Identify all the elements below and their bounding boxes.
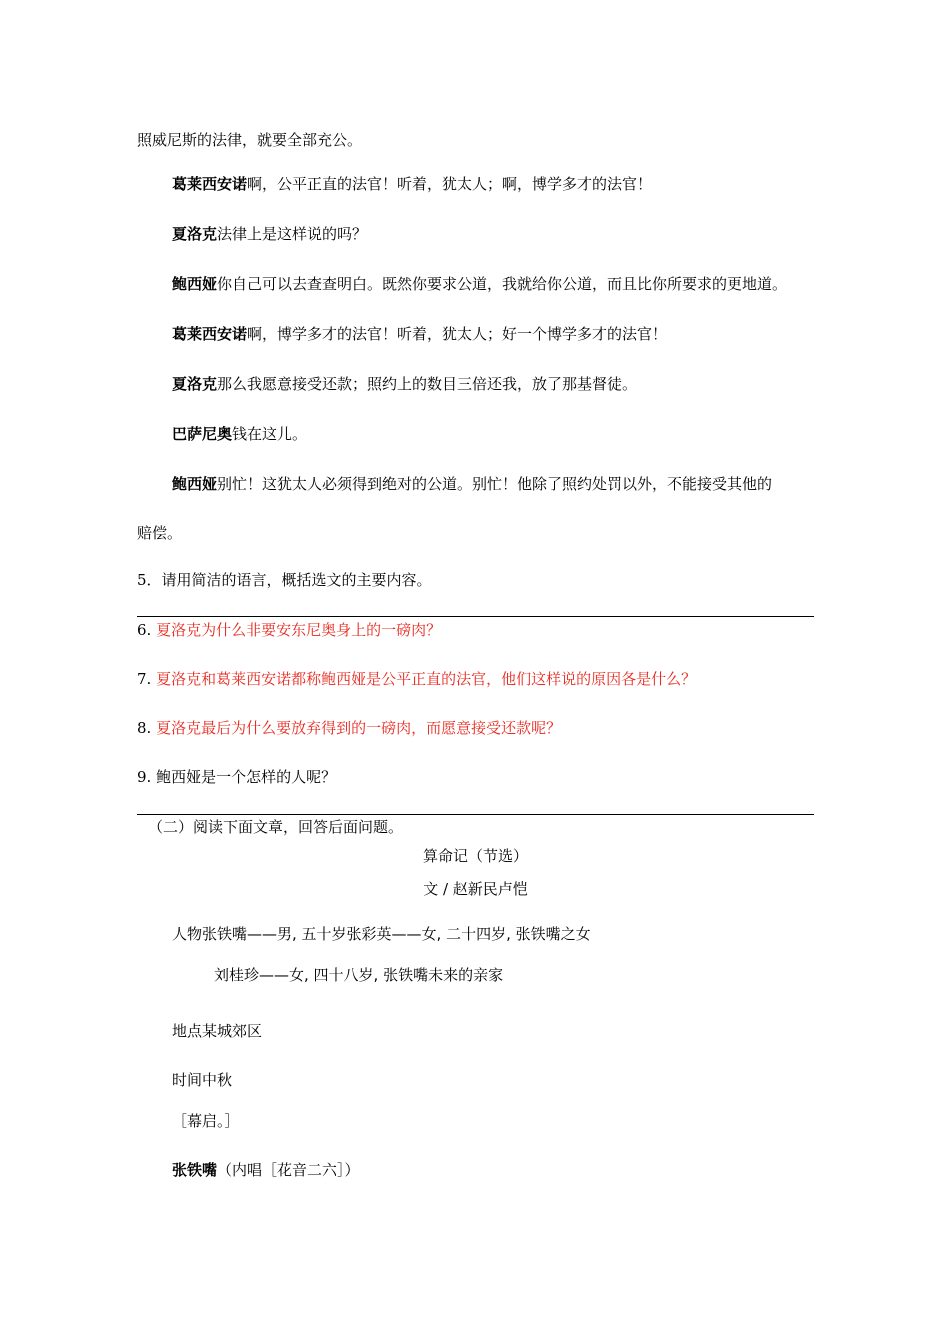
passage-line-3 [172, 224, 367, 244]
passage-line-1 [137, 130, 362, 150]
stage-direction: ［幕启。］ [172, 1112, 240, 1130]
article-title: 算命记（节选） [422, 847, 528, 865]
line-text: 你自己可以去查查明白。既然你要求公道，我就给你公道，而且比你所要求的更地道。 [217, 275, 788, 293]
passage-line-8 [172, 474, 772, 494]
passage-line-2 [172, 174, 652, 194]
answer-line [137, 814, 814, 815]
line-text: 法律上是这样说的吗？ [217, 225, 368, 243]
dialogue-line [172, 1160, 360, 1180]
line-text: 那么我愿意接受还款；照约上的数目三倍还我，放了那基督徒。 [217, 375, 638, 393]
question-8 [137, 718, 561, 738]
passage-line-6 [172, 374, 637, 394]
line-text: （内唱［花音二六］） [217, 1161, 360, 1179]
question-6 [137, 620, 441, 640]
cast-line-1: 人物张铁嘴——男, 五十岁张彩英——女, 二十四岁, 张铁嘴之女 [172, 925, 591, 943]
passage-line-4 [172, 274, 787, 294]
question-number: 7. [137, 670, 157, 688]
question-9 [137, 767, 336, 787]
speaker-name: 鲍西娅 [172, 275, 218, 293]
question-highlight: 夏洛克为什么非要安东尼奥身上的一磅肉？ [156, 621, 442, 639]
passage-line-7 [172, 424, 307, 444]
question-highlight: 夏洛克和葛莱西安诺都称鲍西娅是公平正直的法官，他们这样说的原因各是什么？ [156, 670, 697, 688]
article-author: 文 / 赵新民卢恺 [423, 880, 528, 898]
passage-line-9 [137, 523, 182, 543]
cast-line-2: 刘桂珍——女, 四十八岁, 张铁嘴未来的亲家 [214, 966, 504, 984]
speaker-name: 夏洛克 [172, 375, 218, 393]
speaker-name: 葛莱西安诺 [172, 175, 248, 193]
line-text: 啊，博学多才的法官！听着，犹太人；好一个博学多才的法官！ [247, 325, 668, 343]
speaker-name: 夏洛克 [172, 225, 218, 243]
line-text: 照威尼斯的法律，就要全部充公。 [137, 131, 363, 149]
answer-line [137, 616, 814, 617]
line-text: 钱在这儿。 [232, 425, 308, 443]
question-text: 5．请用简洁的语言，概括选文的主要内容。 [137, 571, 432, 589]
speaker-name: 巴萨尼奥 [172, 425, 233, 443]
question-text: 9. 鲍西娅是一个怎样的人呢？ [137, 768, 337, 786]
line-text: 啊，公平正直的法官！听着，犹太人；啊，博学多才的法官！ [247, 175, 653, 193]
section-instruction: （二）阅读下面文章，回答后面问题。 [148, 818, 404, 836]
passage-line-5 [172, 324, 667, 344]
question-7 [137, 669, 696, 689]
question-number: 6. [137, 621, 157, 639]
question-5 [137, 570, 432, 590]
question-number: 8. [137, 719, 157, 737]
speaker-name: 葛莱西安诺 [172, 325, 248, 343]
speaker-name: 张铁嘴 [172, 1161, 218, 1179]
line-text: 赔偿。 [137, 524, 183, 542]
place-line: 地点某城郊区 [172, 1022, 263, 1040]
question-highlight: 夏洛克最后为什么要放弃得到的一磅肉，而愿意接受还款呢？ [156, 719, 562, 737]
time-line: 时间中秋 [172, 1071, 233, 1089]
line-text: 别忙！这犹太人必须得到绝对的公道。别忙！他除了照约处罚以外，不能接受其他的 [217, 475, 773, 493]
speaker-name: 鲍西娅 [172, 475, 218, 493]
